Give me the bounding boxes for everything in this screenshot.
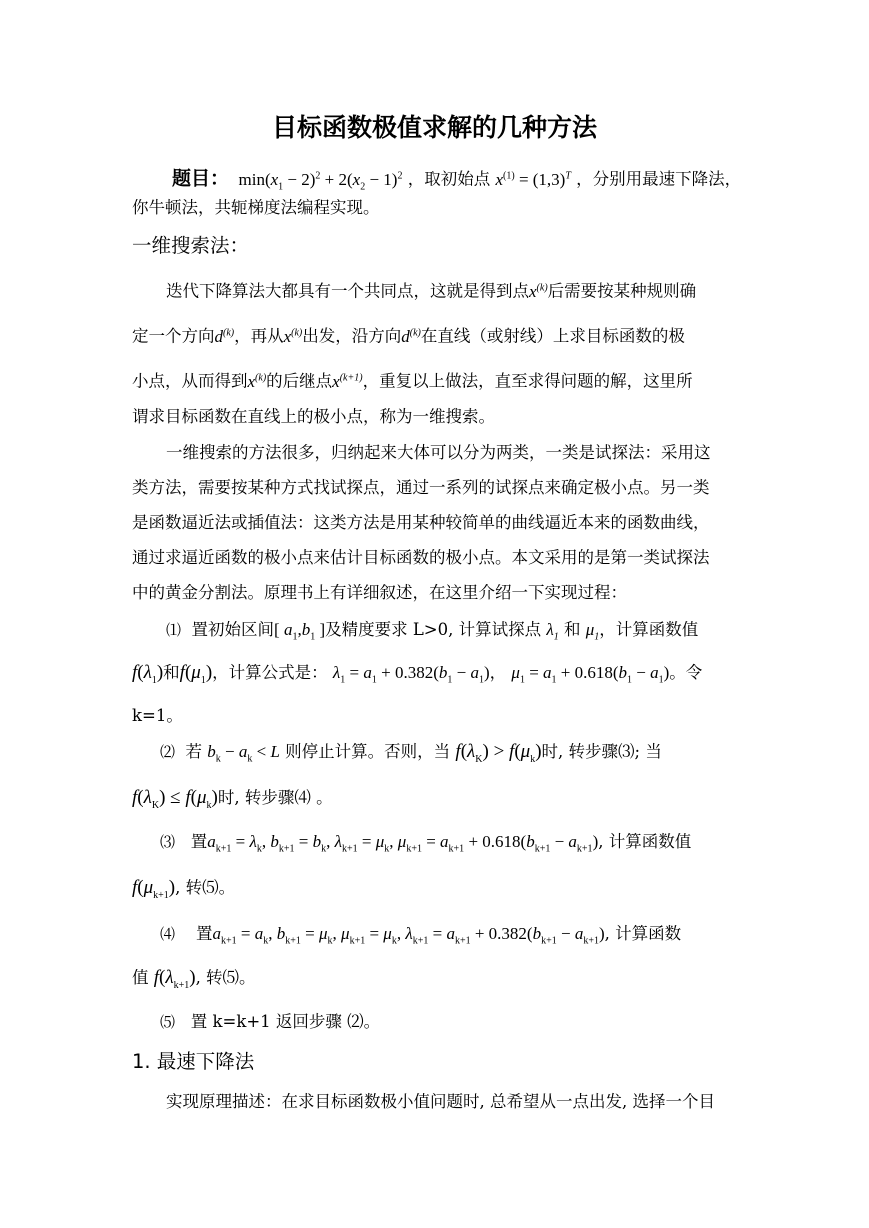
step-text: 及精度要求 L>0, 计算试探点 <box>325 620 542 639</box>
para2-line-5: 中的黄金分割法。原理书上有详细叙述，在这里介绍一下实现过程： <box>132 583 627 602</box>
para1-text: ，再从 <box>234 326 284 346</box>
step-number: ⑶ <box>160 833 176 851</box>
step1-line-1 <box>166 618 698 649</box>
step3-line-1 <box>160 830 691 861</box>
para1-text: 的后继点 <box>266 371 333 391</box>
step-text: 则停止计算。否则，当 <box>285 742 451 761</box>
step-text: , 转⑸。 <box>175 878 236 897</box>
step-text: , 转⑸。 <box>195 968 256 987</box>
formula-step3-assign: $a_{k+1} = \lambda_k$, $b_{k+1} = b_k$, $\lambda_{k+1} = \mu_k$, $\mu_{k+1} = a_{k+1} + 0.618(b_{k+1} - a_{k+1})$ <box>207 832 599 855</box>
formula-f-mu-k1: $f(\mu_{k+1})$ <box>132 877 176 901</box>
para1-line-2 <box>132 321 685 349</box>
formula-xk: $x^{(k)}$ <box>529 281 548 301</box>
formula-f-lambda-k1: $f(\lambda_{k+1})$ <box>153 967 196 991</box>
step3-line-2 <box>132 876 235 908</box>
section-heading-1d: 一维搜索法： <box>132 234 250 257</box>
formula-f-mu1: f <box>179 662 185 683</box>
formula-paren: $(\mu_1)$ <box>184 662 213 686</box>
section-heading-steepest: 1. 最速下降法 <box>132 1050 255 1073</box>
para2-line-4: 通过求逼近函数的极小点来估计目标函数的极小点。本文采用的是第一类试探法 <box>132 548 710 567</box>
para1-line-4: 谓求目标函数在直线上的极小点，称为一维搜索。 <box>132 407 495 426</box>
para1-text: 在直线（或射线）上求目标函数的极 <box>420 326 685 346</box>
step-text: 若 <box>185 742 203 761</box>
step-text: 时, 转步骤⑷ 。 <box>217 788 333 807</box>
sd-para-line-1: 实现原理描述：在求目标函数极小值问题时, 总希望从一点出发, 选择一个目 <box>166 1092 715 1111</box>
formula-dk: $d^{(k)}$ <box>214 326 235 346</box>
formula-xk1: $x^{(k+1)}$ <box>332 371 363 391</box>
formula-compare-le: $f(\lambda_K) \le f(\mu_k)$ <box>132 787 218 811</box>
formula-bk-ak: $b_k - a_k < L$ <box>207 742 280 765</box>
step-text: 置 <box>196 924 213 943</box>
step-text: 置 <box>190 832 208 851</box>
step-number: ⑷ <box>160 925 176 943</box>
step4-line-1 <box>160 922 681 953</box>
step1-line-3: k=1。 <box>132 706 183 725</box>
formula-lambda1: $\lambda_1$ <box>546 620 559 643</box>
step2-line-1 <box>160 740 662 772</box>
step-text: , 计算函数值 <box>598 832 692 851</box>
para1-text: ，重复以上做法，直至求得问题的解，这里所 <box>362 371 693 391</box>
page-title: 目标函数极值求解的几种方法 <box>271 113 597 142</box>
formula-paren: $(\lambda_1)$ <box>137 662 164 686</box>
para1-line-3 <box>132 366 693 394</box>
para2-line-1: 一维搜索的方法很多，归纳起来大体可以分为两类，一类是试探法：采用这 <box>166 443 711 462</box>
step-text: , 计算函数 <box>604 924 682 943</box>
step-text: 时, 转步骤⑶; 当 <box>541 742 662 761</box>
formula-mu1: $\mu_1$ <box>585 620 600 643</box>
formula-compare-gt: $f(\lambda_K) > f(\mu_k)$ <box>455 741 542 765</box>
problem-line-1 <box>172 164 741 199</box>
step1-line-2: $f(\lambda_1)$和$f(\mu_1)$，计算公式是： $\lambda_1 = a_1 + 0.382(b_1 - a_1)$， $\mu_1 = a_1 + 0.618(b_1 - a_1)$。令 <box>132 662 703 686</box>
step5-line <box>160 1010 380 1034</box>
para2-line-3: 是函数逼近法或插值法：这类方法是用某种较简单的曲线逼近本来的函数曲线， <box>132 513 710 532</box>
step2-line-2 <box>132 786 333 818</box>
para1-text: 迭代下降算法大都具有一个共同点，这就是得到点 <box>166 281 529 301</box>
para1-text: 定一个方向 <box>132 326 215 346</box>
problem-text-a: ，取初始点 <box>407 169 491 189</box>
step-number: ⑸ <box>160 1013 176 1031</box>
step-text: 置初始区间 <box>191 620 275 639</box>
step-text: ，计算函数值 <box>599 620 699 639</box>
step-number: ⑴ <box>166 621 182 639</box>
step-number: ⑵ <box>160 743 176 761</box>
formula-dk: $d^{(k)}$ <box>401 326 421 346</box>
objective-formula: $\min(x_1 - 2)^2 + 2(x_2 - 1)^2$ <box>234 169 403 193</box>
step-text: 置 k=k+1 返回步骤 ⑵。 <box>190 1012 381 1031</box>
problem-line-2: 你牛顿法，共轭梯度法编程实现。 <box>132 198 380 217</box>
step-text: 值 <box>132 968 149 987</box>
step-text: 。令 <box>669 663 703 682</box>
para1-line-1 <box>166 276 696 304</box>
step-text: 和 <box>564 620 581 639</box>
step-text: ，计算公式是： <box>212 663 328 682</box>
step-text: 和 <box>163 663 180 682</box>
problem-text-b: ，分别用最速下降法， <box>576 169 742 189</box>
formula-step4-assign: $a_{k+1} = a_k$, $b_{k+1} = \mu_k$, $\mu_{k+1} = \mu_k$, $\lambda_{k+1} = a_{k+1} + 0.382(b_{k+1} - a_{k+1})$ <box>212 924 605 947</box>
problem-label: 题目： <box>172 167 230 190</box>
para1-text: 出发，沿方向 <box>302 326 402 346</box>
formula-f-lambda1: f <box>132 662 138 683</box>
initial-point-formula: $x^{(1)} = (1,3)^T$ <box>495 169 571 189</box>
formula-xk: $x^{(k)}$ <box>283 326 303 346</box>
para1-text: 小点，从而得到 <box>132 371 248 391</box>
para1-text: 后需要按某种规则确 <box>547 281 697 301</box>
formula-xk: $x^{(k)}$ <box>247 371 267 391</box>
formula-interval: [ $a_1,b_1$ ] <box>274 620 326 643</box>
step4-line-2 <box>132 966 256 998</box>
formula-mu1-def: $\mu_1 = a_1 + 0.618(b_1 - a_1)$ <box>511 663 670 686</box>
formula-lambda1-def: $\lambda_1 = a_1 + 0.382(b_1 - a_1)$ <box>332 663 490 686</box>
para2-line-2: 类方法，需要按某种方式找试探点，通过一系列的试探点来确定极小点。另一类 <box>132 478 710 497</box>
